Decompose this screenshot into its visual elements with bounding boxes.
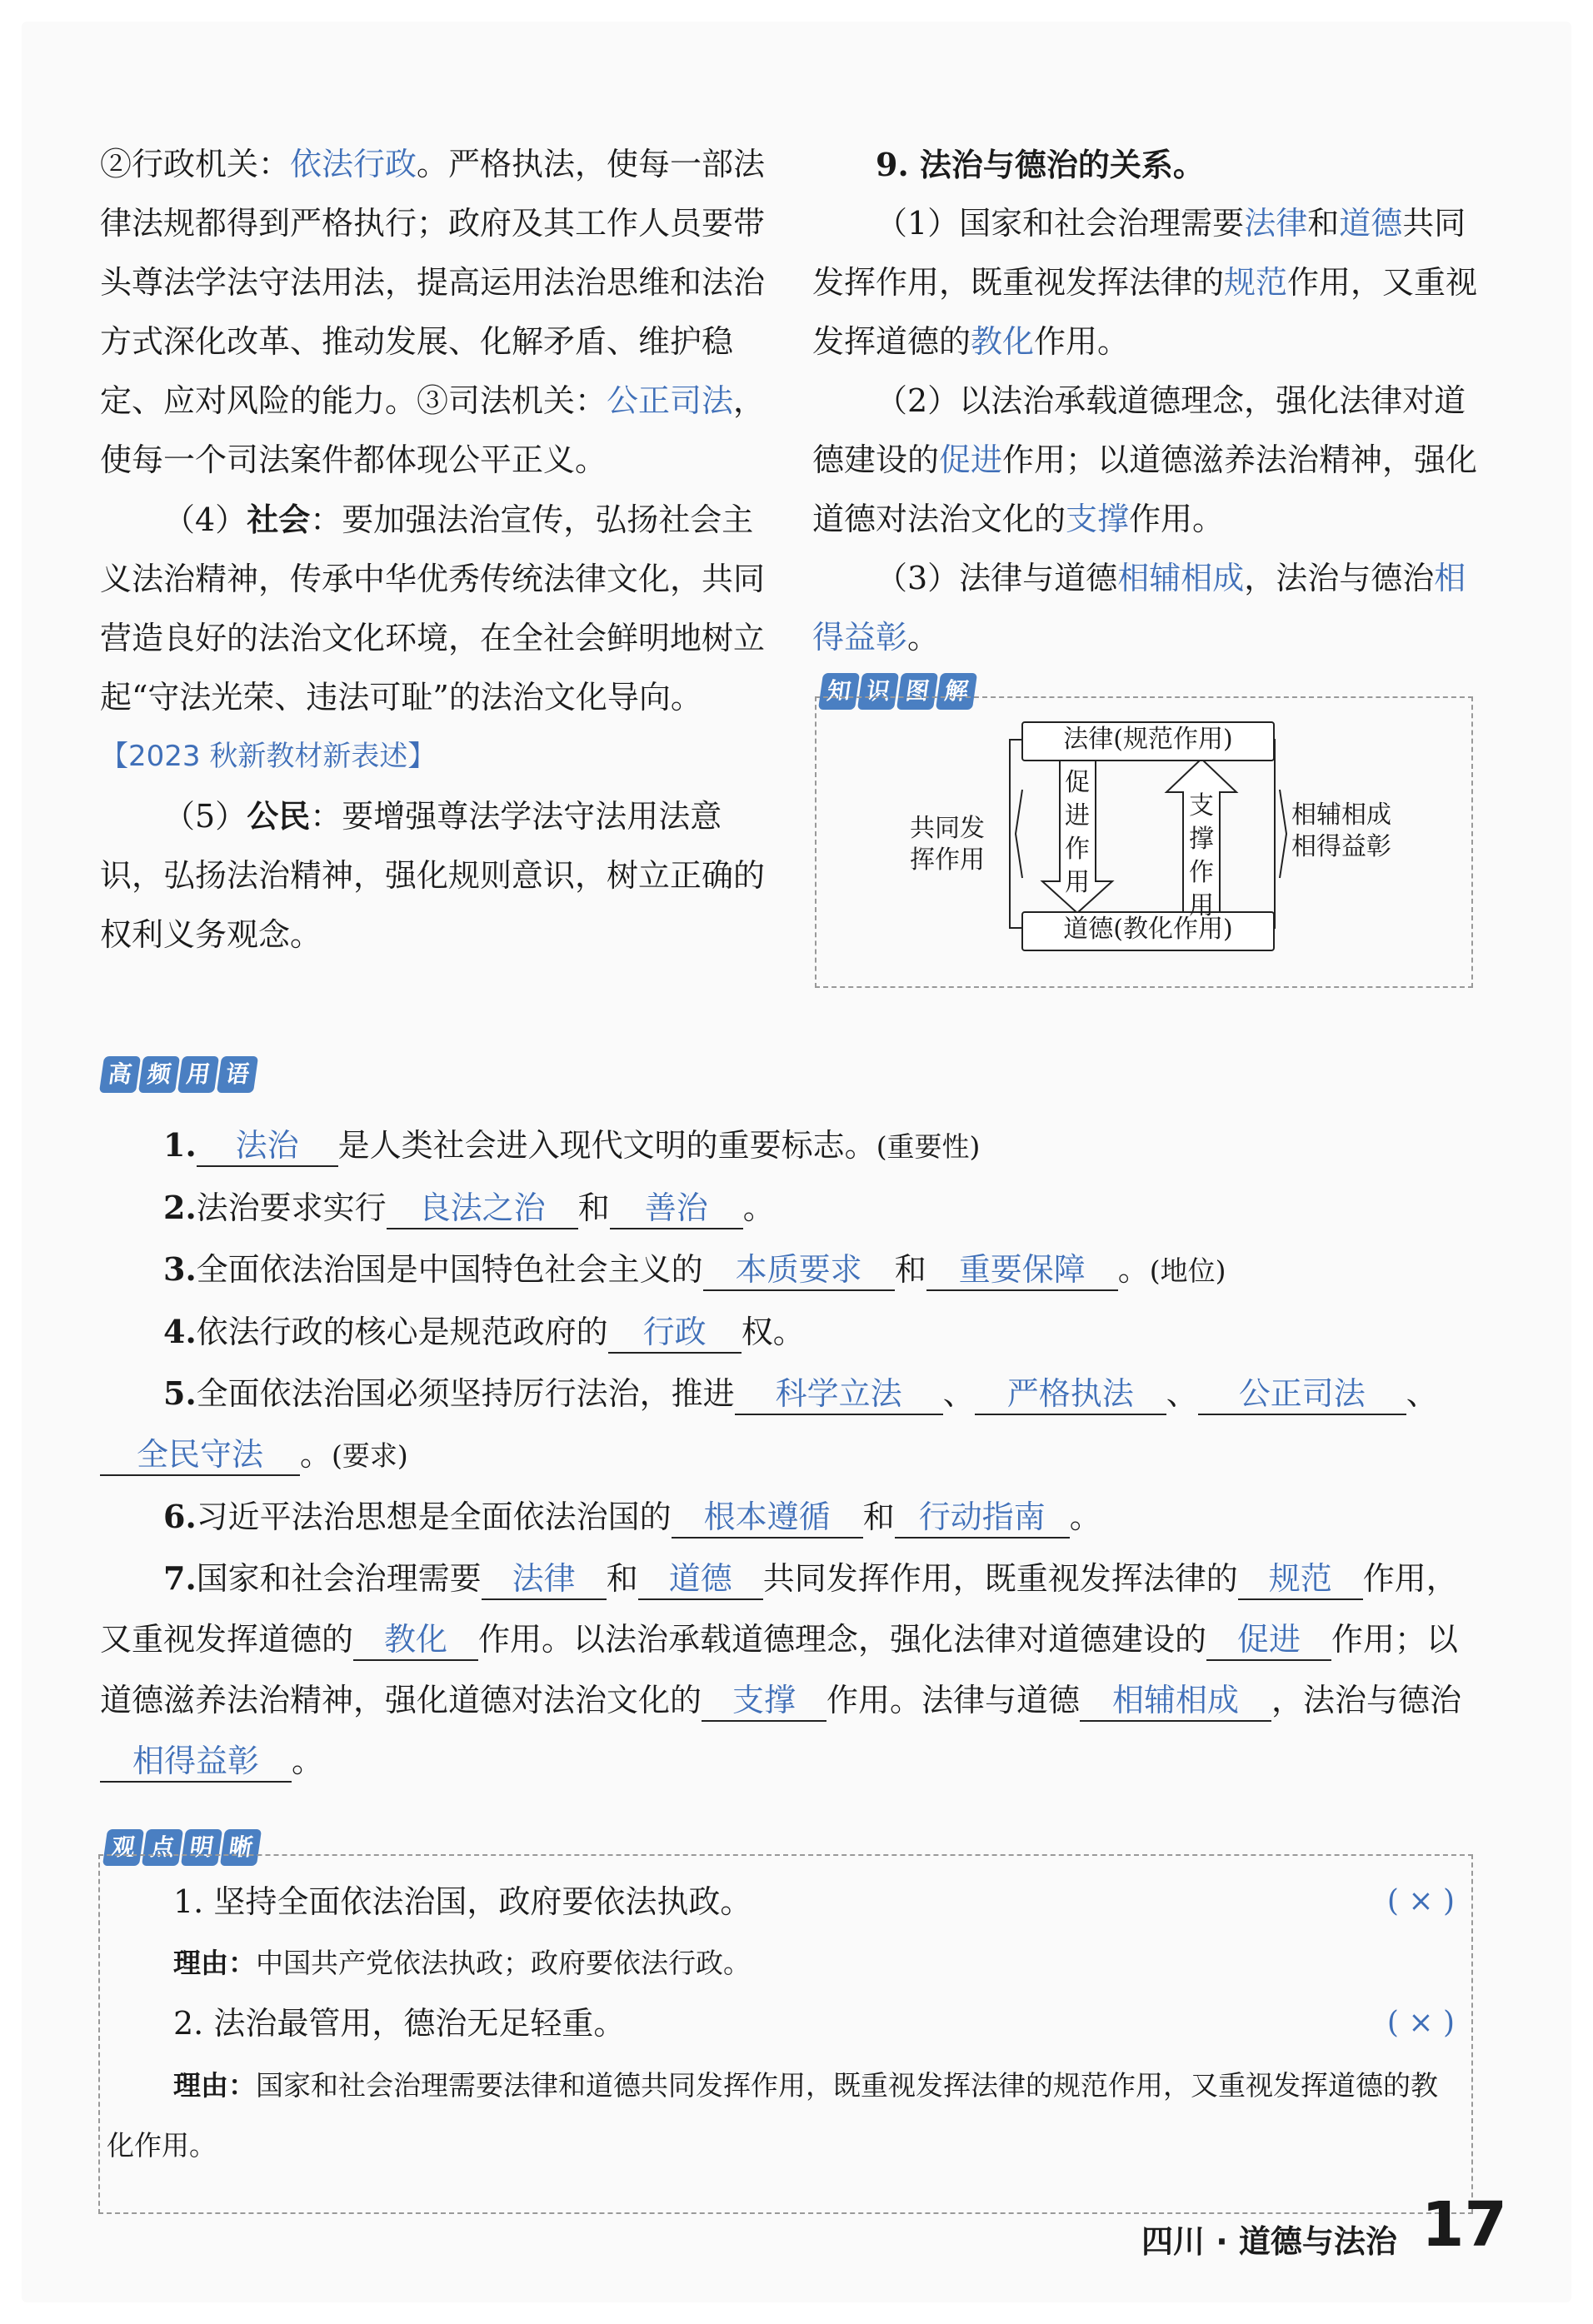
tag-high-frequency-terms (102, 1056, 256, 1093)
tag-char: 知 (818, 673, 860, 710)
text: （2）以法治承载道德理念，强化法律对道德建设的 (812, 382, 1466, 478)
text: 。 (300, 1436, 332, 1473)
blank-answer: 规范 (1238, 1558, 1363, 1600)
answer: 公正司法 (607, 382, 734, 419)
text: ②行政机关： (100, 146, 291, 182)
text: 。 (292, 1743, 324, 1779)
blank-answer: 重要保障 (926, 1249, 1118, 1291)
diagram-top-box: 法律(规范作用) (1021, 721, 1275, 761)
note: (地位) (1149, 1254, 1226, 1287)
diagram-left-label: 共同发挥作用 (910, 814, 985, 875)
text: 是人类社会进入现代文明的重要标志。 (337, 1127, 876, 1164)
term-number: 1. (163, 1126, 197, 1164)
text: 和 (577, 1189, 610, 1226)
blank-answer: 道德 (638, 1558, 763, 1600)
tag-char: 晰 (220, 1829, 262, 1866)
text: 、 (1406, 1375, 1438, 1412)
text: 全面依法治国必须坚持厉行法治，推进 (196, 1375, 735, 1412)
diagram-bottom-box: 道德(教化作用) (1021, 911, 1275, 951)
knowledge-diagram (815, 696, 1473, 988)
new-textbook-notice: 【2023 秋新教材新表述】 (100, 740, 437, 773)
text: （1）国家和社会治理需要 (876, 205, 1245, 242)
text: （5） (163, 798, 247, 835)
blank-answer: 全民守法 (100, 1434, 300, 1476)
text: （4） (163, 501, 247, 538)
text: 和 (862, 1499, 895, 1535)
left-column (100, 135, 767, 965)
text: ，法治与德治 (1271, 1682, 1462, 1718)
answer: 相辅相成 (1117, 560, 1245, 596)
answer: 支撑 (1066, 501, 1130, 537)
right-column (812, 135, 1483, 667)
text: 。 (742, 1189, 775, 1226)
view-1-reason (173, 1934, 751, 1992)
diagram-up-arrow-label: 支撑作用 (1189, 791, 1214, 920)
blank-answer: 相得益彰 (100, 1741, 292, 1783)
text: 作用。 (1129, 501, 1225, 537)
text: ，使每一个司法案件都体现公平正义。 (100, 382, 766, 478)
blank-answer: 法律 (482, 1558, 607, 1600)
view-2-reason (107, 2056, 1465, 2176)
tag-char: 点 (142, 1829, 183, 1866)
text: 共同发挥作用，既重视发挥法律的 (762, 1560, 1238, 1597)
text: 作用；以道德滋养法治精神，强化道德对法治文化的 (100, 1621, 1459, 1718)
tag-char: 解 (936, 673, 977, 710)
terms-list (100, 1115, 1483, 1792)
left-para-society (100, 490, 767, 727)
text: 、 (942, 1375, 975, 1412)
text: ：要增强尊法学法守法用法意识，弘扬法治精神，强化规则意识，树立正确的权利义务观念。 (100, 798, 766, 953)
term-7 (100, 1548, 1483, 1792)
text: 权。 (741, 1314, 805, 1350)
tag-char: 用 (177, 1056, 219, 1093)
answer: 促进 (939, 441, 1003, 478)
blank-answer: 行动指南 (895, 1497, 1070, 1539)
answer: 教化 (971, 323, 1035, 360)
term-number: 2. (163, 1189, 197, 1226)
view-1-statement: 1. 坚持全面依法治国，政府要依法执政。 (173, 1883, 752, 1920)
reason-text: 国家和社会治理需要法律和道德共同发挥作用，既重视发挥法律的规范作用，又重视发挥道德的教化作用。 (107, 2069, 1438, 2162)
text: 和 (606, 1560, 638, 1597)
text: ，法治与德治 (1244, 560, 1435, 596)
view-2-statement: 2. 法治最管用，德治无足轻重。 (173, 2005, 626, 2042)
term-1 (100, 1115, 1483, 1177)
blank-answer: 相辅相成 (1080, 1680, 1271, 1722)
blank-answer: 教化 (353, 1619, 478, 1661)
blank-answer: 本质要求 (703, 1249, 895, 1291)
text: 。 (907, 619, 940, 656)
page-number: 17 (1421, 2189, 1507, 2261)
text: 作用，又重视发挥道德的 (100, 1560, 1458, 1658)
view-1-mark: ( × ) (1386, 1884, 1455, 1918)
text: 作用。 (1034, 323, 1130, 360)
term-3 (100, 1239, 1483, 1301)
blank-answer: 善治 (610, 1188, 743, 1229)
term-2 (100, 1177, 1483, 1239)
text: 国家和社会治理需要 (196, 1560, 482, 1597)
note: (要求) (332, 1439, 408, 1472)
term-6 (100, 1486, 1483, 1548)
text: 和 (894, 1251, 926, 1288)
right-para-1 (812, 194, 1483, 372)
section-heading: 9. 法治与德治的关系。 (876, 146, 1205, 183)
left-para-citizen (100, 786, 767, 965)
blank-answer: 科学立法 (735, 1374, 943, 1415)
reason-label: 理由： (173, 1947, 256, 1979)
blank-answer: 行政 (608, 1312, 742, 1354)
term-number: 5. (163, 1374, 197, 1412)
tag-char: 观 (102, 1829, 144, 1866)
blank-answer: 严格执法 (975, 1374, 1166, 1415)
blank-answer: 良法之治 (387, 1188, 578, 1229)
note: (重要性) (876, 1130, 981, 1163)
answer: 道德 (1339, 205, 1403, 242)
views-box (98, 1854, 1473, 2214)
text: 依法行政的核心是规范政府的 (196, 1314, 608, 1350)
text: 共同发挥作用，既重视发挥法律的 (812, 205, 1466, 301)
text: （3）法律与道德 (876, 560, 1118, 596)
tag-char: 图 (896, 673, 938, 710)
term-4 (100, 1301, 1483, 1363)
footer-text: 四川 · 道德与法治 (1141, 2223, 1397, 2260)
bold-text: 公民 (247, 797, 311, 835)
blank-answer: 法治 (197, 1125, 338, 1167)
left-para-admin (100, 135, 767, 490)
answer: 相得益彰 (812, 560, 1466, 656)
text: 习近平法治思想是全面依法治国的 (196, 1499, 672, 1535)
answer: 规范 (1224, 264, 1288, 301)
text: 。严格执法，使每一部法律法规都得到严格执行；政府及其工作人员要带头尊法学法守法用法，提高运用法治思维和法治方式深化改革、推动发展、化解矛盾、维护稳定、应对风险的能力。③司法机关： (100, 146, 766, 419)
answer: 法律 (1244, 205, 1308, 242)
bold-text: 社会 (247, 501, 311, 538)
tag-char: 频 (138, 1056, 180, 1093)
text: 全面依法治国是中国特色社会主义的 (196, 1251, 703, 1288)
diagram-right-label-1: 相辅相成 (1291, 800, 1391, 830)
right-para-2 (812, 372, 1483, 549)
tag-char: 语 (217, 1056, 258, 1093)
text: 和 (1307, 205, 1340, 242)
text: 作用。以法治承载道德理念，强化法律对道德建设的 (478, 1621, 1207, 1658)
text: 、 (1166, 1375, 1198, 1412)
blank-answer: 公正司法 (1198, 1374, 1406, 1415)
tag-char: 高 (99, 1056, 141, 1093)
term-number: 7. (163, 1559, 197, 1597)
term-5 (100, 1363, 1483, 1486)
text: 作用。法律与道德 (826, 1682, 1081, 1718)
blank-answer: 支撑 (702, 1680, 826, 1722)
answer: 依法行政 (290, 146, 417, 182)
term-number: 6. (163, 1498, 197, 1535)
diagram-down-arrow-label: 促进作用 (1065, 768, 1090, 897)
text: 法治要求实行 (196, 1189, 387, 1226)
blank-answer: 根本遵循 (672, 1497, 863, 1539)
text: 。 (1069, 1499, 1101, 1535)
text: 作用，又重视发挥道德的 (812, 264, 1478, 360)
text: 。 (1117, 1251, 1150, 1288)
reason-label: 理由： (173, 2069, 256, 2102)
tag-char: 明 (181, 1829, 222, 1866)
view-2-mark: ( × ) (1386, 2006, 1455, 2040)
term-number: 3. (163, 1250, 197, 1288)
blank-answer: 促进 (1206, 1619, 1331, 1661)
right-para-3 (812, 549, 1483, 667)
diagram-right-label-2: 相得益彰 (1291, 832, 1391, 861)
reason-text: 中国共产党依法执政；政府要依法行政。 (256, 1947, 751, 1979)
term-number: 4. (163, 1313, 197, 1350)
text: ：要加强法治宣传，弘扬社会主义法治精神，传承中华优秀传统法律文化，共同营造良好的法治文化环境，在全社会鲜明地树立起“守法光荣、违法可耻”的法治文化导向。 (100, 501, 766, 716)
tag-char: 识 (857, 673, 899, 710)
text: 作用；以道德滋养法治精神，强化道德对法治文化的 (812, 441, 1478, 537)
